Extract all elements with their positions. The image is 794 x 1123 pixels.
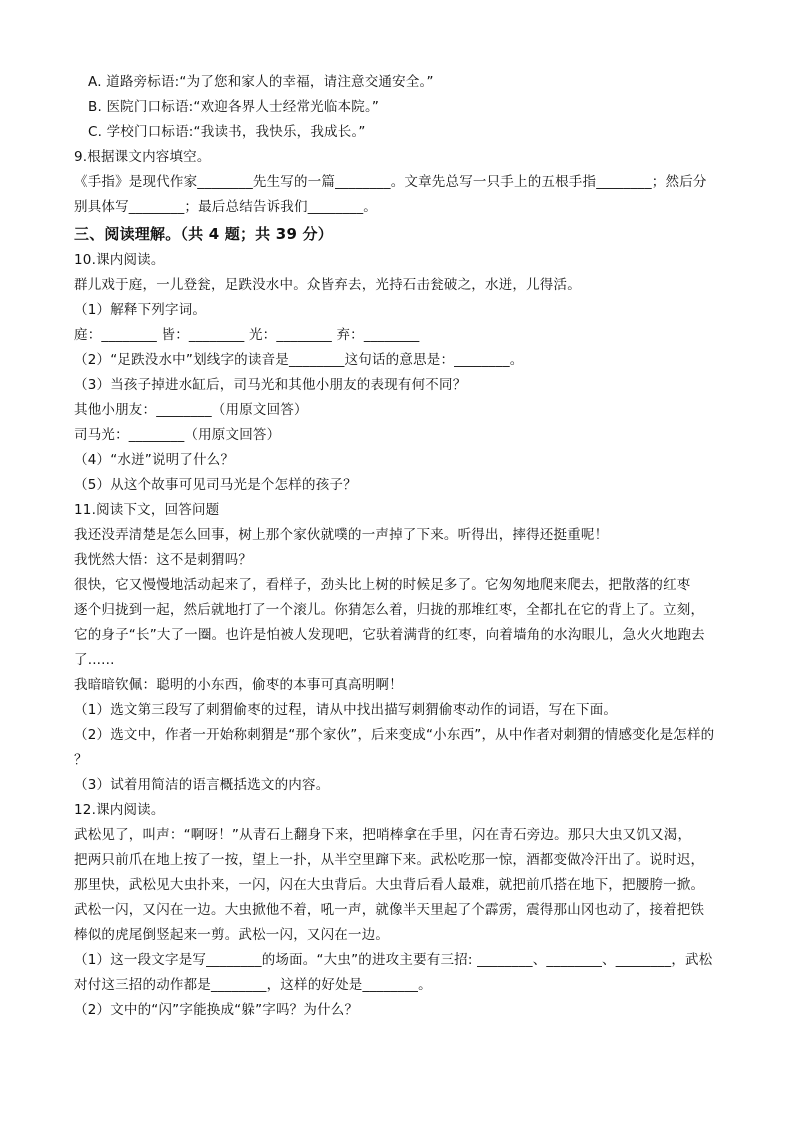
question-9-title: 9.根据课文内容填空。 [74, 149, 211, 165]
question-9-text-line-2: 别具体写________；最后总结告诉我们________。 [74, 199, 377, 215]
question-10-sub-1-blanks: 庭：________ 皆：________ 光：________ 弃：________ [74, 327, 420, 343]
question-12-passage-line: 武松一闪，又闪在一边。大虫掀他不着，吼一声，就像半天里起了个霹雳，震得那山冈也动了，接着把铁 [74, 902, 705, 918]
question-12-title: 12.课内阅读。 [74, 802, 165, 818]
question-10-sub-5: （5）从这个故事可见司马光是个怎样的孩子？ [74, 477, 357, 493]
question-12-sub-1-cont: 对付这三招的动作都是________，这样的好处是________。 [74, 977, 432, 993]
question-11-title: 11.阅读下文，回答问题 [74, 502, 220, 518]
question-10-sub-4: （4）“水迸”说明了什么？ [74, 452, 235, 468]
option-c: C. 学校门口标语:“我读书，我快乐，我成长。” [88, 124, 366, 140]
question-11-sub-1: （1）选文第三段写了刺猬偷枣的过程，请从中找出描写刺猬偷枣动作的词语，写在下面。 [74, 702, 618, 718]
question-10-sub-1: （1）解释下列字词。 [74, 302, 207, 318]
question-10-sub-3-others: 其他小朋友：________（用原文回答） [74, 402, 308, 418]
section-3-title: 三、阅读理解。（共 4 题；共 39 分） [74, 225, 333, 243]
question-10-sub-2: （2）“足跌没水中”划线字的读音是________这句话的意思是：________。 [74, 352, 524, 368]
question-11-passage-line: 我暗暗钦佩：聪明的小东西，偷枣的本事可真高明啊！ [74, 677, 403, 693]
option-b: B. 医院门口标语:“欢迎各界人士经常光临本院。” [88, 99, 380, 115]
question-9-text-line-1: 《手指》是现代作家________先生写的一篇________。文章先总写一只手上的五根手指________；然后分 [74, 174, 707, 190]
question-11-sub-2-cont: ？ [74, 752, 88, 768]
question-11-sub-3: （3）试着用简洁的语言概括选文的内容。 [74, 777, 330, 793]
question-12-passage-line: 那里快，武松见大虫扑来，一闪，闪在大虫背后。大虫背后看人最难，就把前爪搭在地下，把腰胯一掀。 [74, 877, 705, 893]
question-12-passage-line: 棒似的虎尾倒竖起来一剪。武松一闪，又闪在一边。 [74, 927, 390, 943]
question-11-passage-line: 逐个归拢到一起，然后就地打了一个滚儿。你猜怎么着，归拢的那堆红枣，全都扎在它的背上了。立刻， [74, 602, 705, 618]
question-10-passage: 群儿戏于庭，一儿登瓮，足跌没水中。众皆弃去，光持石击瓮破之，水迸，儿得活。 [74, 277, 581, 293]
question-11-passage-line: 我还没弄清楚是怎么回事，树上那个家伙就噗的一声掉了下来。听得出，摔得还挺重呢！ [74, 527, 609, 543]
question-10-title: 10.课内阅读。 [74, 252, 165, 268]
question-11-passage-line: 很快，它又慢慢地活动起来了，看样子，劲头比上树的时候足多了。它匆匆地爬来爬去，把散落的红枣 [74, 577, 691, 593]
question-11-passage-line: 它的身子“长”大了一圈。也许是怕被人发现吧，它驮着满背的红枣，向着墙角的水沟眼儿，急火火地跑去 [74, 627, 705, 643]
question-10-sub-3: （3）当孩子掉进水缸后，司马光和其他小朋友的表现有何不同？ [74, 377, 467, 393]
question-10-sub-3-simaguang: 司马光：________（用原文回答） [74, 427, 281, 443]
question-12-passage-line: 把两只前爪在地上按了一按，望上一扑，从半空里蹿下来。武松吃那一惊，酒都变做冷汗出了。说时迟， [74, 852, 705, 868]
question-12-passage-line: 武松见了，叫声：“啊呀！”从青石上翻身下来，把哨棒拿在手里，闪在青石旁边。那只大虫又饥又渴， [74, 827, 692, 843]
question-11-passage-line: 了...... [74, 652, 115, 668]
option-a: A. 道路旁标语:“为了您和家人的幸福，请注意交通安全。” [88, 74, 434, 90]
question-12-sub-2: （2）文中的“闪”字能换成“躲”字吗？为什么？ [74, 1002, 359, 1018]
document-page [74, 70, 724, 1023]
question-12-sub-1: （1）这一段文字是写________的场面。“大虫”的进攻主要有三招: ________、________、________，武松 [74, 952, 713, 968]
question-11-sub-2: （2）选文中，作者一开始称刺猬是“那个家伙”，后来变成“小东西”，从中作者对刺猬的情感变化是怎样的 [74, 727, 715, 743]
question-11-passage-line: 我恍然大悟：这不是刺猬吗？ [74, 552, 253, 568]
